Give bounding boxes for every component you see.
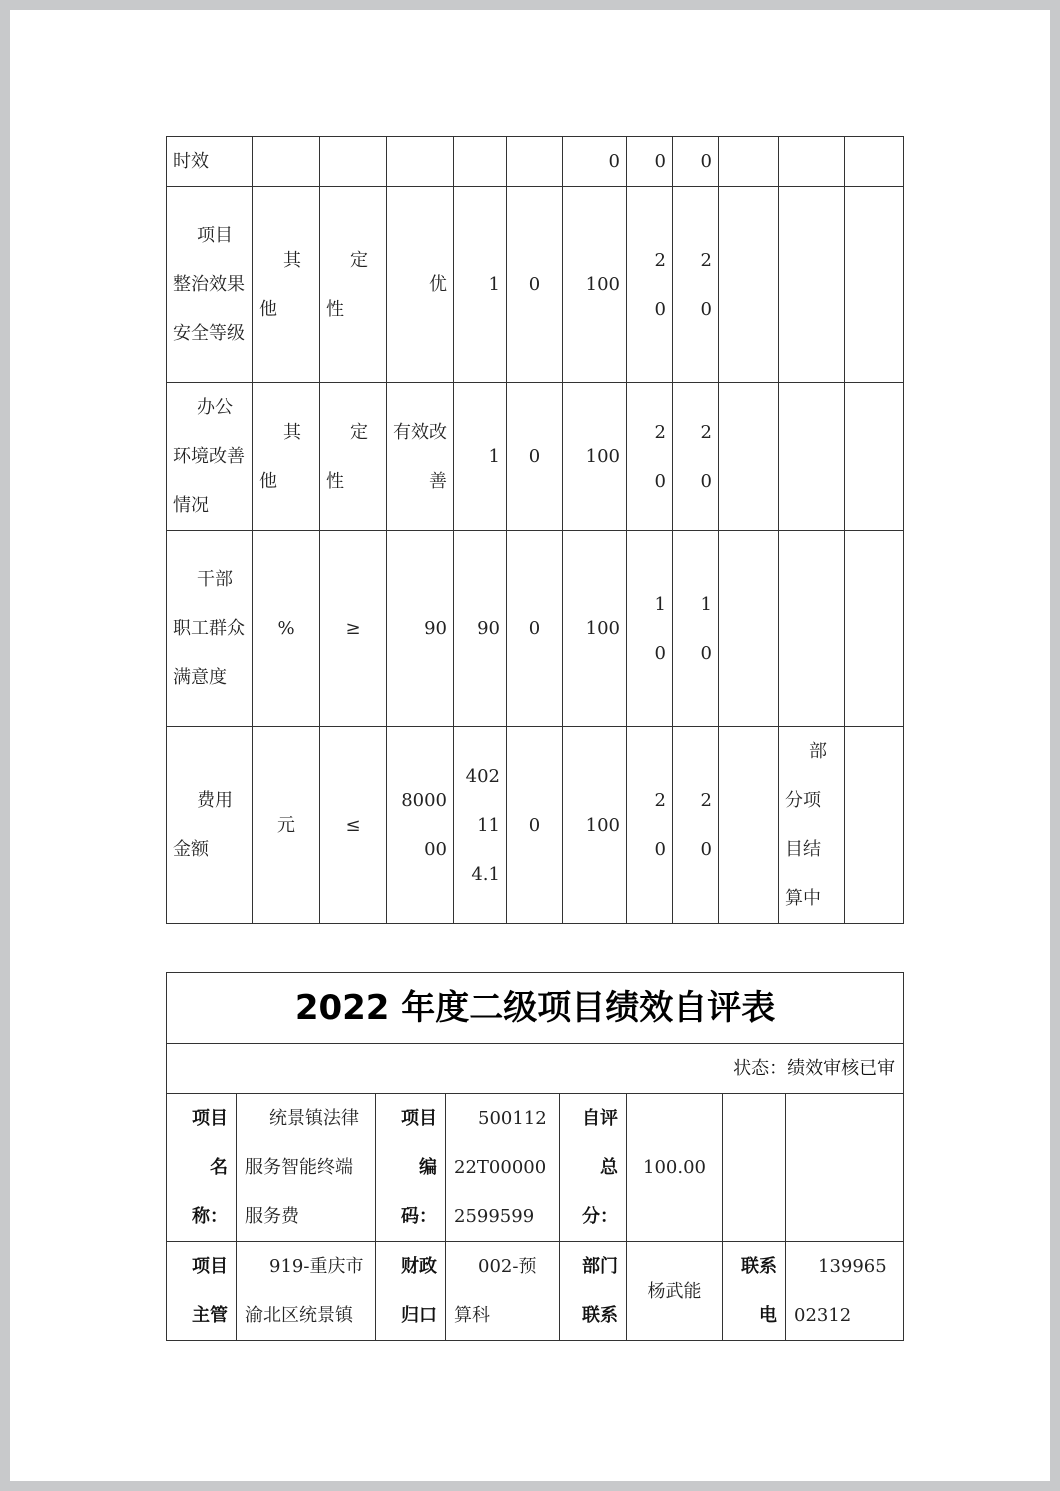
indicator-cell: 干部职工群众满意度 [167, 531, 253, 727]
score-cell: 100 [563, 383, 627, 531]
note-cell: 部分项目结算中 [779, 727, 845, 924]
symbol-cell: 定性 [320, 187, 387, 383]
self-score-cell: 20 [627, 383, 673, 531]
project-name-label: 项目名称： [167, 1094, 237, 1242]
finance-label: 财政归口 [376, 1242, 446, 1341]
unit-cell: 其他 [253, 187, 320, 383]
phone-label: 联系电 [723, 1242, 786, 1341]
empty-cell [845, 383, 904, 531]
empty-cell [719, 531, 779, 727]
document-page [10, 10, 1050, 1481]
weight-cell: 0 [507, 383, 563, 531]
score-cell: 0 [563, 137, 627, 187]
empty-cell [845, 137, 904, 187]
form-title: 2022 年度二级项目绩效自评表 [167, 973, 904, 1044]
actual-cell: 402114.1 [454, 727, 507, 924]
self-score-cell: 0 [627, 137, 673, 187]
supervisor-value: 919-重庆市渝北区统景镇 [237, 1242, 376, 1341]
empty-cell [719, 137, 779, 187]
target-cell [387, 137, 454, 187]
note-cell [779, 187, 845, 383]
finance-value: 002-预算科 [446, 1242, 560, 1341]
empty-cell [845, 187, 904, 383]
score-cell: 100 [563, 531, 627, 727]
project-name-value: 统景镇法律服务智能终端服务费 [237, 1094, 376, 1242]
actual-cell: 1 [454, 187, 507, 383]
target-cell: 优 [387, 187, 454, 383]
symbol-cell: ≥ [320, 531, 387, 727]
symbol-cell: 定性 [320, 383, 387, 531]
note-cell [779, 531, 845, 727]
final-score-cell: 20 [673, 727, 719, 924]
indicator-cell: 费用金额 [167, 727, 253, 924]
final-score-cell: 10 [673, 531, 719, 727]
weight-cell: 0 [507, 727, 563, 924]
target-cell: 90 [387, 531, 454, 727]
table-row [167, 137, 904, 187]
self-score-cell: 10 [627, 531, 673, 727]
empty-cell [786, 1094, 904, 1242]
status-text: 状态：绩效审核已审 [167, 1044, 904, 1094]
symbol-cell: ≤ [320, 727, 387, 924]
actual-cell [454, 137, 507, 187]
phone-value: 13996502312 [786, 1242, 904, 1341]
empty-cell [845, 531, 904, 727]
self-score-label: 自评总分： [560, 1094, 627, 1242]
weight-cell: 0 [507, 531, 563, 727]
project-code-value: 50011222T000002599599 [446, 1094, 560, 1242]
indicator-cell: 办公环境改善情况 [167, 383, 253, 531]
table-row [167, 531, 904, 727]
actual-cell: 1 [454, 383, 507, 531]
note-cell [779, 137, 845, 187]
weight-cell [507, 137, 563, 187]
score-cell: 100 [563, 727, 627, 924]
unit-cell [253, 137, 320, 187]
unit-cell: % [253, 531, 320, 727]
final-score-cell: 20 [673, 187, 719, 383]
empty-cell [845, 727, 904, 924]
note-cell [779, 383, 845, 531]
unit-cell: 元 [253, 727, 320, 924]
empty-cell [723, 1094, 786, 1242]
self-score-cell: 20 [627, 727, 673, 924]
indicator-cell: 时效 [167, 137, 253, 187]
final-score-cell: 20 [673, 383, 719, 531]
supervisor-label: 项目主管 [167, 1242, 237, 1341]
empty-cell [719, 383, 779, 531]
empty-cell [719, 187, 779, 383]
score-cell: 100 [563, 187, 627, 383]
indicator-cell: 项目整治效果安全等级 [167, 187, 253, 383]
management-row [167, 1242, 904, 1341]
empty-cell [719, 727, 779, 924]
performance-metrics-table [166, 136, 904, 924]
status-row [167, 1044, 904, 1094]
title-row [167, 973, 904, 1044]
actual-cell: 90 [454, 531, 507, 727]
self-evaluation-form [166, 972, 904, 1341]
self-score-value: 100.00 [627, 1094, 723, 1242]
table-row [167, 383, 904, 531]
self-score-cell: 20 [627, 187, 673, 383]
project-info-row [167, 1094, 904, 1242]
target-cell: 800000 [387, 727, 454, 924]
table-row [167, 727, 904, 924]
symbol-cell [320, 137, 387, 187]
final-score-cell: 0 [673, 137, 719, 187]
table-row [167, 187, 904, 383]
dept-contact-label: 部门联系 [560, 1242, 627, 1341]
unit-cell: 其他 [253, 383, 320, 531]
weight-cell: 0 [507, 187, 563, 383]
dept-contact-value: 杨武能 [627, 1242, 723, 1341]
project-code-label: 项目编码： [376, 1094, 446, 1242]
target-cell: 有效改善 [387, 383, 454, 531]
